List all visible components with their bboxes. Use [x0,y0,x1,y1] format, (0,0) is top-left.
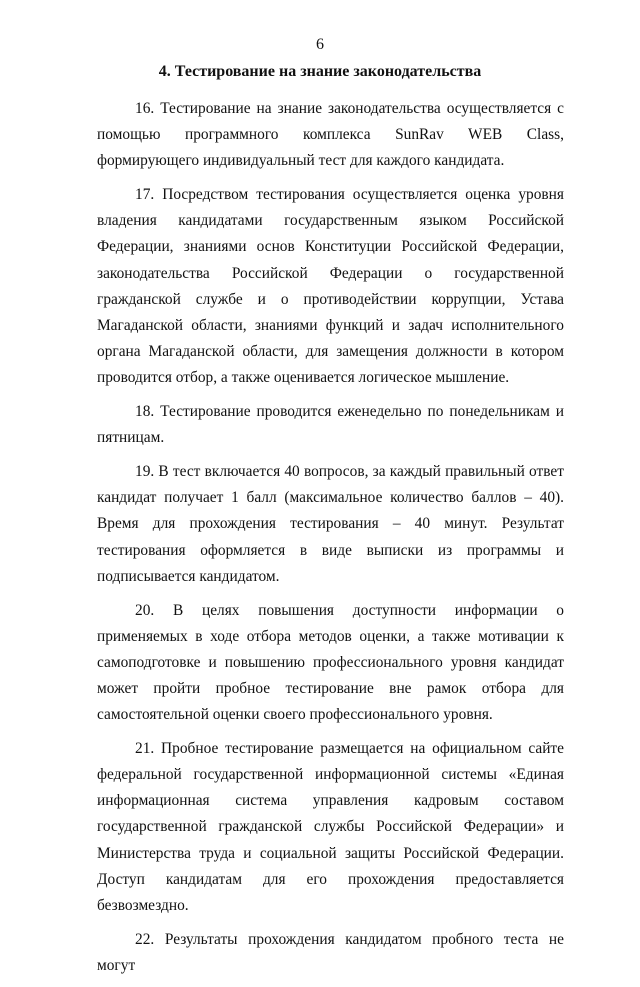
paragraph-18: 18. Тестирование проводится еженедельно по понедельникам и пятницам. [97,403,564,447]
paragraph-16: 16. Тестирование на знание законодательства осуществляется с помощью программного комплекса SunRav WEB Class, формирующего индивидуальный тест для каждого кандидата. [97,100,564,170]
paragraph-21: 21. Пробное тестирование размещается на официальном сайте федеральной государственной информационной системы «Единая информационная система управления кадровым составом государственной гражданской службы Российской Федерации» и Министерства труда и социальной защиты Российской Федерации. Доступ кандидатам для его прохождения предоставляется безвозмездно. [97,740,564,914]
paragraph-22: 22. Результаты прохождения кандидатом пробного теста не могут [97,930,564,974]
paragraph-20: 20. В целях повышения доступности информации о применяемых в ходе отбора методов оценки, а также мотивации к самоподготовке и повышению профессионального уровня кандидат может пройти пробное тестирование вне рамок отбора для самостоятельной оценки своего профессионального уровня. [97,601,564,724]
section-title: 4. Тестирование на знание законодательства [158,63,482,80]
document-body [97,96,564,987]
paragraph-17: 17. Посредством тестирования осуществляется оценка уровня владения кандидатами государственным языком Российской Федерации, знаниями основ Конституции Российской Федерации, законодательства Российской Федерации о государственной гражданской службе и о противодействии коррупции, Устава Магаданской области, знаниями функций и задач исполнительного органа Магаданской области, для замещения должности в котором проводится отбор, а также оценивается логическое мышление. [97,186,564,386]
paragraph-19: 19. В тест включается 40 вопросов, за каждый правильный ответ кандидат получает 1 балл (максимальное количество баллов – 40). Время для прохождения тестирования – 40 минут. Результат тестирования оформляется в виде выписки из программы и подписывается кандидатом. [97,463,564,585]
page-number: 6 [316,36,324,53]
